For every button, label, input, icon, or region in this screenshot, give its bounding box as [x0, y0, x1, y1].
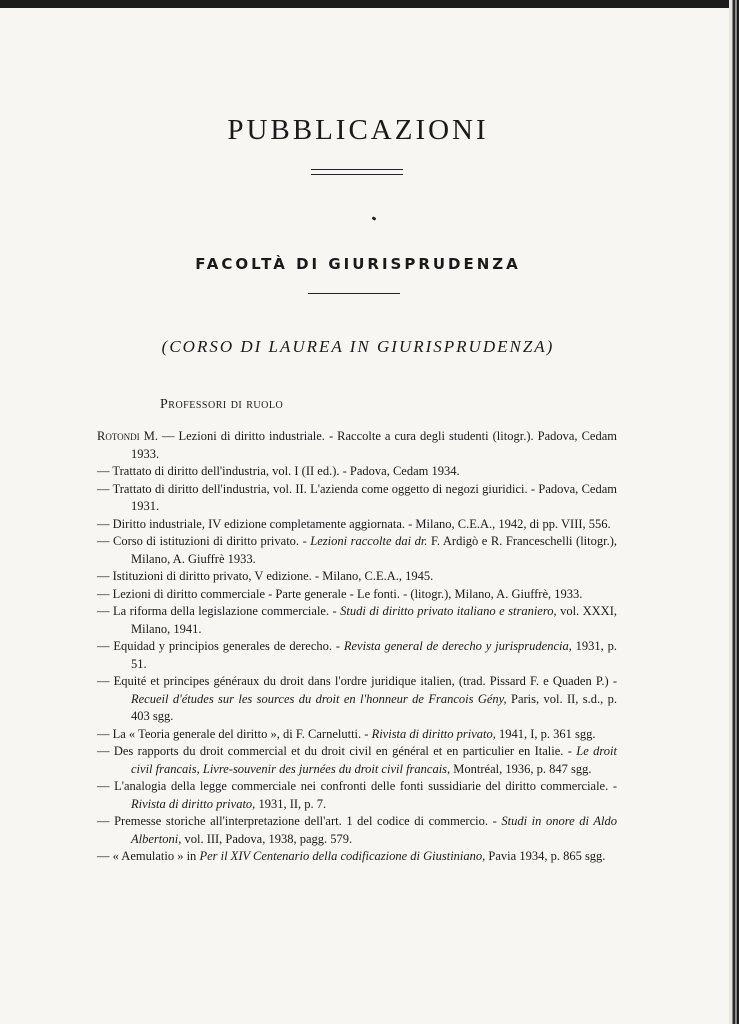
entry-text: Trattato di diritto dell'industria, vol. I (II ed.). - Padova, Cedam 1934.	[112, 464, 460, 478]
entry-text: Lezioni di diritto commerciale - Parte generale - Le fonti. - (litogr.), Milano, A. Giuffrè, 1933.	[112, 586, 583, 601]
entry-dash: —	[97, 849, 113, 863]
entry-details: F. Ardigò e R. Franceschelli (litogr.), Milano, A. Giuffrè 1933.	[131, 534, 618, 566]
publication-entry	[97, 778, 617, 813]
entry-source: Rivista di diritto privato,	[371, 726, 496, 741]
entry-dash: —	[97, 481, 113, 496]
faculty-heading: FACOLTÀ DI GIURISPRUDENZA	[195, 255, 521, 273]
publication-entry	[97, 463, 617, 481]
entry-source: Revista general de derecho y jurisprudencia,	[343, 639, 572, 653]
entry-text: Trattato di diritto dell'industria, vol. II. L'azienda come oggetto di negozi giuridici. - Padova, Cedam 1931.	[112, 481, 617, 513]
entry-dash: —	[97, 744, 114, 758]
entry-text: L'analogia della legge commerciale nei confronti delle fonti sussidiarie del diritto commerciale. -	[114, 779, 618, 793]
publication-entry	[97, 568, 617, 586]
entry-source: Studi in onore di Aldo Albertoni,	[131, 814, 617, 846]
publication-entry	[97, 743, 617, 778]
entry-dash: —	[97, 569, 113, 583]
entry-source: Le droit civil francais, Livre-souvenir des jurnées du droit civil francais,	[131, 744, 617, 776]
entry-details: vol. XXXI, Milano, 1941.	[131, 604, 617, 636]
publication-entry	[97, 533, 617, 568]
entry-text: Premesse storiche all'interpretazione dell'art. 1 del codice di commercio. -	[114, 814, 502, 828]
publication-entry	[97, 586, 617, 604]
entry-dash: —	[97, 814, 115, 828]
entry-dash: —	[97, 726, 113, 741]
publication-entry	[97, 603, 617, 638]
publication-list	[97, 428, 617, 866]
publication-entry	[97, 726, 617, 744]
publication-entry	[97, 516, 617, 534]
entry-text: M. — Lezioni di diritto industriale. - Raccolte a cura degli studenti (litogr.). Padova, Cedam 1933.	[131, 429, 617, 461]
entry-dash: —	[97, 674, 114, 688]
entry-text: La riforma della legislazione commerciale. -	[112, 604, 341, 618]
entry-author: Rotondi	[97, 429, 140, 443]
entry-source: Per il XIV Centenario della codificazione di Giustiniano,	[199, 849, 486, 863]
publication-entry	[97, 673, 617, 726]
entry-details: Paris, vol. II, s.d., p. 403 sgg.	[131, 691, 617, 723]
entry-source: Recueil d'études sur les sources du droit en l'honneur de Francois Gény,	[131, 691, 507, 706]
entry-source: Lezioni raccolte dai dr.	[310, 534, 428, 548]
entry-dash: —	[97, 639, 114, 653]
entry-details: 1931, II, p. 7.	[255, 796, 327, 811]
entry-source: Studi di diritto privato italiano e straniero,	[340, 604, 557, 618]
entry-text: Des rapports du droit commercial et du droit civil en général et en particulier en Italie. -	[113, 744, 577, 758]
entry-details: 1931, p. 51.	[131, 639, 617, 671]
entry-dash: —	[97, 516, 113, 531]
entry-details: Pavia 1934, p. 865 sgg.	[485, 849, 606, 863]
entry-dash: —	[97, 586, 113, 601]
entry-text: Corso di istituzioni di diritto privato. -	[113, 534, 311, 548]
page-title: PUBBLICAZIONI	[227, 114, 489, 146]
publication-entry	[97, 428, 617, 463]
entry-text: « Aemulatio » in	[112, 849, 200, 863]
entry-dash: —	[97, 464, 113, 478]
entry-dash: —	[97, 604, 113, 618]
entry-source: Rivista di diritto privato,	[131, 796, 256, 811]
entry-text: Diritto industriale, IV edizione completamente aggiornata. - Milano, C.E.A., 1942, di pp. VIII, 556.	[112, 516, 611, 531]
entry-text: Equité et principes généraux du droit dans l'ordre juridique italien, (trad. Pissard F. e Quaden P.) -	[113, 674, 617, 688]
entry-dash: —	[97, 779, 115, 793]
entry-text: Equidad y principios generales de derecho. -	[113, 639, 344, 653]
section-heading: Professori di ruolo	[160, 397, 284, 412]
publication-entry	[97, 813, 617, 848]
publication-entry	[97, 481, 617, 516]
entry-details: vol. III, Padova, 1938, pagg. 579.	[181, 831, 353, 846]
entry-details: Montréal, 1936, p. 847 sgg.	[450, 761, 592, 776]
ink-speck	[372, 216, 377, 221]
publication-entry	[97, 848, 617, 866]
entry-text: La « Teoria generale del diritto », di F. Carnelutti. -	[112, 726, 372, 741]
entry-text: Istituzioni di diritto privato, V edizione. - Milano, C.E.A., 1945.	[112, 569, 434, 583]
faculty-divider	[308, 293, 400, 294]
title-divider	[311, 169, 403, 175]
entry-details: 1941, I, p. 361 sgg.	[495, 726, 596, 741]
entry-dash: —	[97, 534, 114, 548]
course-heading: (CORSO DI LAUREA IN GIURISPRUDENZA)	[161, 337, 555, 356]
publication-entry	[97, 638, 617, 673]
